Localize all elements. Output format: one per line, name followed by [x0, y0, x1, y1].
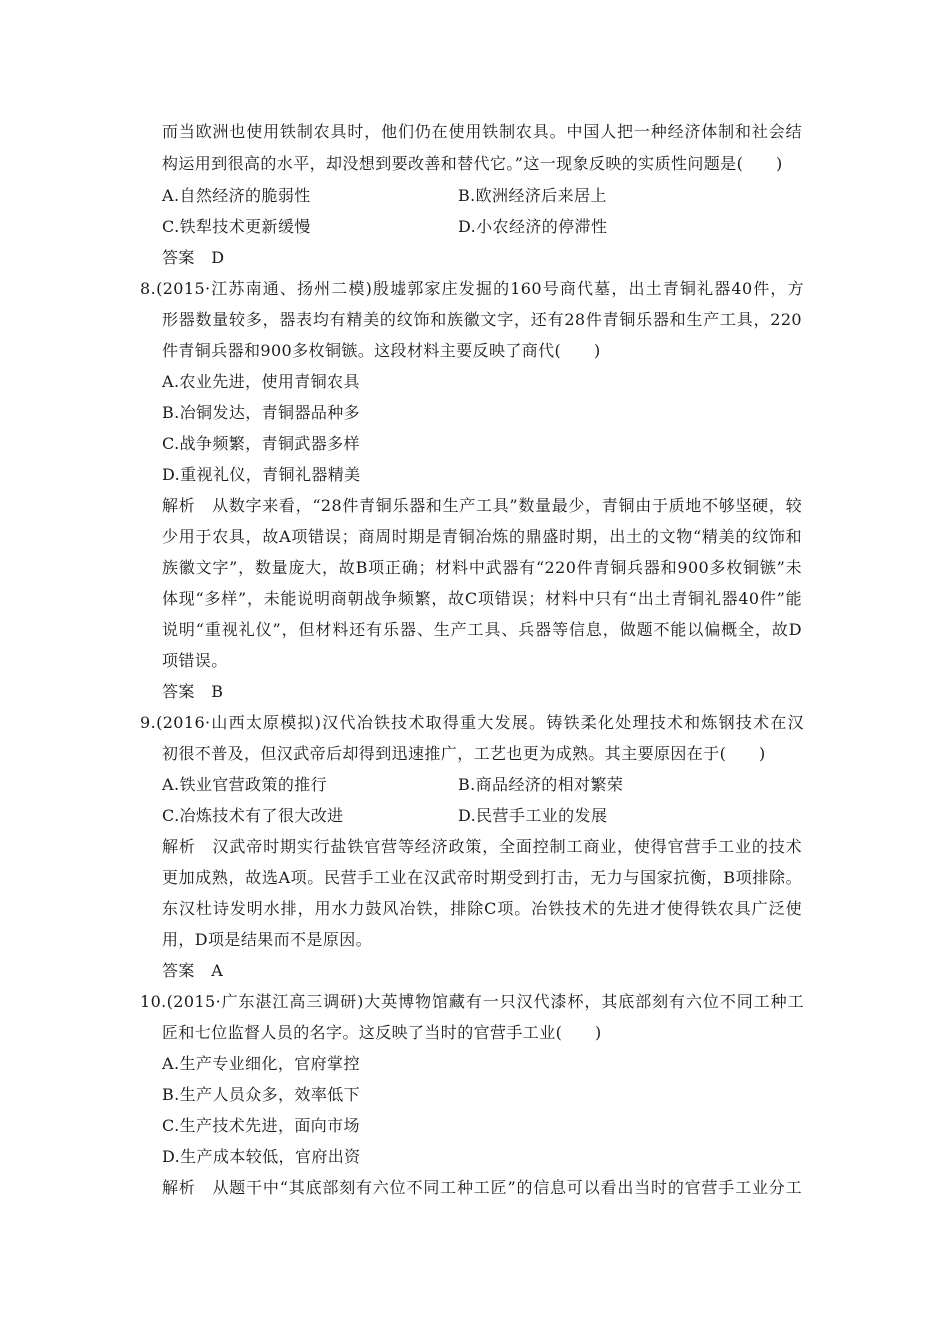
- q7-stem-line-2: 构运用到很高的水平，却没想到要改善和替代它。”这一现象反映的实质性问题是( ): [162, 154, 783, 173]
- q7-option-d: D.小农经济的停滞性: [458, 217, 608, 236]
- q8-analysis-line-6: 项错误。: [162, 651, 228, 670]
- q10-option-d: D.生产成本较低，官府出资: [162, 1147, 361, 1166]
- q8-analysis-line-1: 解析 从数字来看，“28件青铜乐器和生产工具”数量最少，青铜由于质地不够坚硬，较: [162, 496, 802, 515]
- q9-option-d: D.民营手工业的发展: [458, 806, 608, 825]
- q8-option-c: C.战争频繁，青铜武器多样: [162, 434, 360, 453]
- q8-analysis-line-2: 少用于农具，故A项错误；商周时期是青铜冶炼的鼎盛时期，出土的文物“精美的纹饰和: [162, 527, 802, 546]
- q8-stem-line-2: 形器数量较多，器表均有精美的纹饰和族徽文字，还有28件青铜乐器和生产工具，220: [162, 310, 802, 329]
- q9-option-a: A.铁业官营政策的推行: [162, 775, 328, 794]
- q8-analysis-line-3: 族徽文字”，数量庞大，故B项正确；材料中武器有“220件青铜兵器和900多枚铜镞”未: [162, 558, 802, 577]
- q8-analysis-line-5: 说明“重视礼仪”，但材料还有乐器、生产工具、兵器等信息，做题不能以偏概全，故D: [162, 620, 802, 639]
- q9-stem-line-2: 初很不普及，但汉武帝后却得到迅速推广，工艺也更为成熟。其主要原因在于( ): [162, 744, 766, 763]
- q9-analysis-line-2: 更加成熟，故选A项。民营手工业在汉武帝时期受到打击，无力与国家抗衡，B项排除。: [162, 868, 802, 887]
- q8-answer: 答案 B: [162, 682, 224, 701]
- q8-option-d: D.重视礼仪，青铜礼器精美: [162, 465, 361, 484]
- q9-option-c: C.冶炼技术有了很大改进: [162, 806, 344, 825]
- q10-option-a: A.生产专业细化，官府掌控: [162, 1054, 360, 1073]
- q9-analysis-line-4: 用，D项是结果而不是原因。: [162, 930, 373, 949]
- q10-stem-line-1: 10.(2015·广东湛江高三调研)大英博物馆藏有一只汉代漆杯，其底部刻有六位不同工种工: [140, 992, 804, 1011]
- q8-analysis-line-4: 体现“多样”，未能说明商朝战争频繁，故C项错误；材料中只有“出土青铜礼器40件”能: [162, 589, 802, 608]
- q7-stem-line-1: 而当欧洲也使用铁制农具时，他们仍在使用铁制农具。中国人把一种经济体制和社会结: [162, 122, 802, 141]
- q10-option-b: B.生产人员众多，效率低下: [162, 1085, 361, 1104]
- q7-option-a: A.自然经济的脆弱性: [162, 186, 311, 205]
- q7-answer: 答案 D: [162, 248, 225, 267]
- q7-option-b: B.欧洲经济后来居上: [458, 186, 607, 205]
- q9-analysis-line-1: 解析 汉武帝时期实行盐铁官营等经济政策，全面控制工商业，使得官营手工业的技术: [162, 837, 802, 856]
- q7-option-c: C.铁犁技术更新缓慢: [162, 217, 311, 236]
- q9-answer: 答案 A: [162, 961, 224, 980]
- q8-stem-line-3: 件青铜兵器和900多枚铜镞。这段材料主要反映了商代( ): [162, 341, 601, 360]
- q8-option-b: B.冶铜发达，青铜器品种多: [162, 403, 361, 422]
- q10-analysis-line-1: 解析 从题干中“其底部刻有六位不同工种工匠”的信息可以看出当时的官营手工业分工: [162, 1178, 802, 1197]
- q9-stem-line-1: 9.(2016·山西太原模拟)汉代冶铁技术取得重大发展。铸铁柔化处理技术和炼钢技术在汉: [140, 713, 804, 732]
- q10-option-c: C.生产技术先进，面向市场: [162, 1116, 360, 1135]
- q8-option-a: A.农业先进，使用青铜农具: [162, 372, 360, 391]
- q8-stem-line-1: 8.(2015·江苏南通、扬州二模)殷墟郭家庄发掘的160号商代墓，出土青铜礼器40件，方: [140, 279, 804, 298]
- q9-analysis-line-3: 东汉杜诗发明水排，用水力鼓风冶铁，排除C项。冶铁技术的先进才使得铁农具广泛使: [162, 899, 802, 918]
- q10-stem-line-2: 匠和七位监督人员的名字。这反映了当时的官营手工业( ): [162, 1023, 602, 1042]
- q9-option-b: B.商品经济的相对繁荣: [458, 775, 624, 794]
